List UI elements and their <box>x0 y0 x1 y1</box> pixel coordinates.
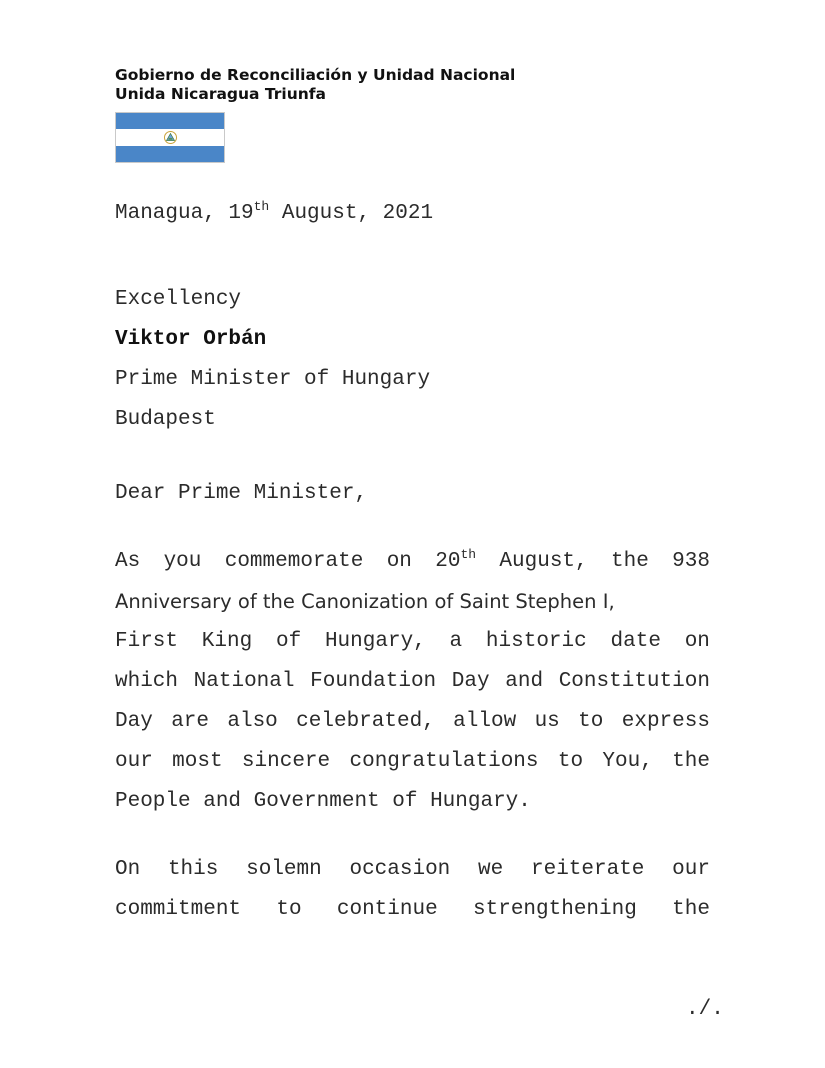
addressee-name: Viktor Orbán <box>115 328 267 351</box>
paragraph-line: As you commemorate on 20th August, the 938 <box>115 547 710 573</box>
page-continued-mark: ./. <box>686 998 724 1021</box>
nicaragua-flag-icon <box>115 112 225 163</box>
body-paragraph-1 <box>115 542 710 822</box>
addressee-block <box>115 280 430 440</box>
flag-top-stripe <box>116 113 224 129</box>
addressee-position: Prime Minister of Hungary <box>115 368 431 391</box>
body-paragraph-2 <box>115 850 710 930</box>
addressee-title: Excellency <box>115 288 242 311</box>
letter-date: Managua, 19th August, 2021 <box>115 199 434 225</box>
paragraph-line: commitment to continue strengthening the <box>115 898 710 921</box>
flag-bottom-stripe <box>116 146 224 162</box>
paragraph-line: On this solemn occasion we reiterate our <box>115 858 710 881</box>
paragraph-line: which National Foundation Day and Constitution <box>115 670 710 693</box>
addressee-city: Budapest <box>115 408 216 431</box>
salutation: Dear Prime Minister, <box>115 482 368 505</box>
paragraph-line: Anniversary of the Canonization of Saint Stephen I, <box>115 590 615 613</box>
coat-of-arms-icon <box>164 131 177 144</box>
letterhead-slogan: Unida Nicaragua Triunfa <box>115 85 327 103</box>
paragraph-line: Day are also celebrated, allow us to express <box>115 710 710 733</box>
paragraph-line: our most sincere congratulations to You, the <box>115 750 710 773</box>
paragraph-line: First King of Hungary, a historic date on <box>115 630 710 653</box>
letterhead <box>115 66 515 104</box>
paragraph-line: People and Government of Hungary. <box>115 790 531 813</box>
letterhead-government-name: Gobierno de Reconciliación y Unidad Nacional <box>115 66 516 84</box>
